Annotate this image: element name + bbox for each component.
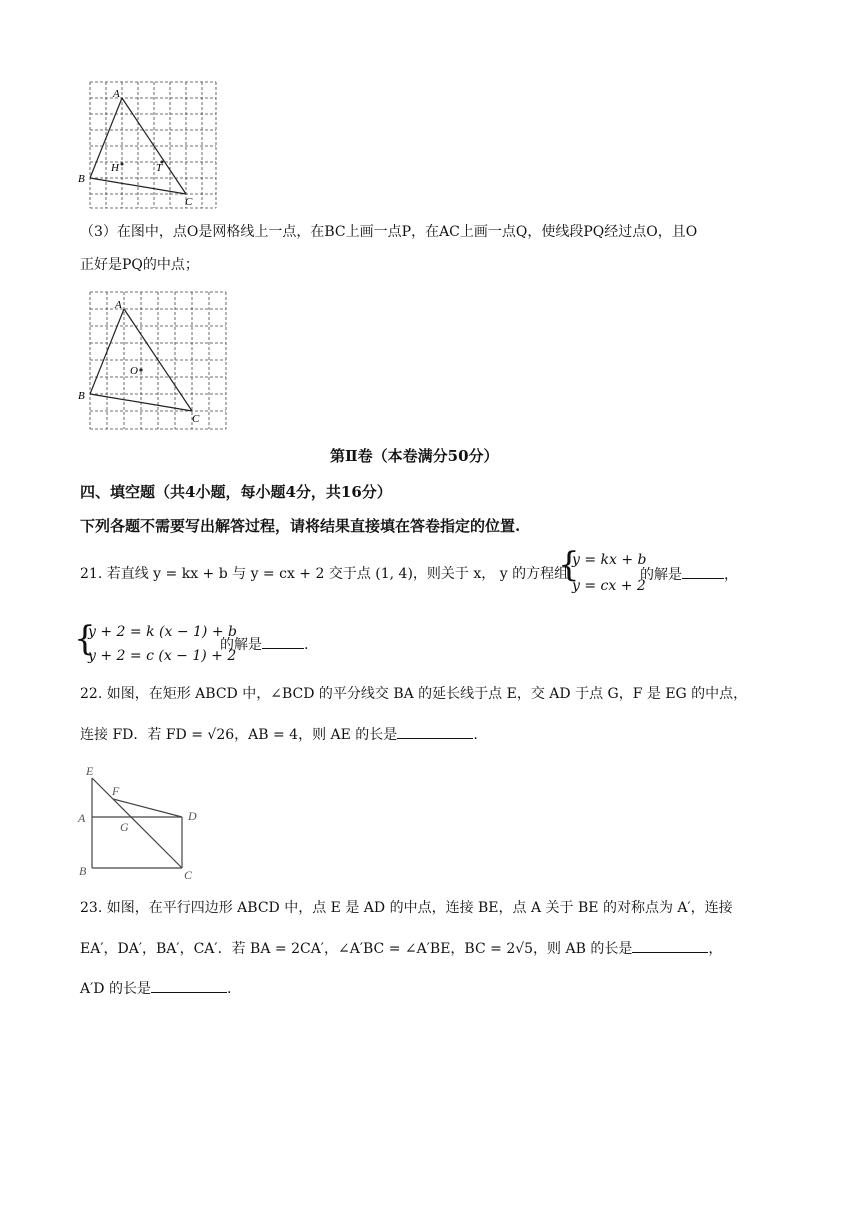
section-title: 第Ⅱ卷（本卷满分50分） [330,447,499,465]
q22-line-1: 22. 如图，在矩形 ABCD 中，∠BCD 的平分线交 BA 的延长线于点 E，交 AD 于点 G，F 是 EG 的中点， [80,686,748,702]
q21-system2-eq2: y + 2 = c (x − 1) + 2 [88,648,237,664]
label-t: T [156,162,163,174]
brace-2: { [74,619,96,659]
label-e: E [86,764,94,778]
label-b: B [78,173,85,185]
q23-line-2: EA′，DA′，BA′，CA′．若 BA = 2CA′，∠A′BC = ∠A′BE，BC = 2√5，则 AB 的长是 ， [80,938,722,959]
q21-answer2-blank[interactable] [262,634,304,649]
label-c: C [185,196,193,208]
brace-1: { [558,545,580,585]
side-bc [90,178,186,194]
label-a-2: A [115,299,122,311]
q22-line-2: 连接 FD．若 FD = √26，AB = 4，则 AE 的长是 . [80,724,478,745]
part-title: 四、填空题（共4小题，每小题4分，共16分） [80,483,392,501]
q3-line-2: 正好是PQ的中点； [80,257,199,273]
label-f: F [112,784,120,798]
segment-ec [92,778,182,868]
segment-fd [113,799,182,817]
instruction: 下列各题不需要写出解答过程，请将结果直接填在答卷指定的位置. [80,517,521,535]
q23-line-3: A′D 的长是 . [80,978,231,999]
q23-line-1: 23. 如图，在平行四边形 ABCD 中，点 E 是 AD 的中点，连接 BE，点 A 关于 BE 的对称点为 A′，连接 [80,900,733,916]
label-c-3: C [184,868,193,882]
label-b-2: B [78,390,85,402]
side-ab-2 [90,309,124,394]
q21-answer2-text: 的解是 . [220,634,308,655]
q21-prefix: 21. 若直线 y = kx + b 与 y = cx + 2 交于点 (1, 4)，则关于 x， y 的方程组 [80,566,569,582]
label-b-3: B [79,864,87,878]
rectangle-figure [76,762,206,884]
label-g: G [120,820,129,834]
q21-system2-eq1: y + 2 = k (x − 1) + b [88,624,237,640]
q21-answer1-blank[interactable] [682,564,724,579]
q21-system1-eq1: y = kx + b [572,552,647,568]
label-h: H [111,162,119,174]
point-o [139,368,142,371]
q21-system1-eq2: y = cx + 2 [572,578,646,594]
q21-answer1-text: 的解是 ， [640,564,738,585]
label-a: A [113,88,120,100]
label-a-3: A [78,811,86,825]
q3-line-1: （3）在图中，点O是网格线上一点，在BC上画一点P，在AC上画一点Q，使线段PQ经过点O，且O [80,224,698,240]
label-o: O [130,365,138,377]
grid-figure-2 [76,288,236,434]
q23-answer1-blank[interactable] [632,938,708,953]
label-d: D [188,809,197,823]
grid-figure-1 [76,78,226,212]
label-c-2: C [192,413,200,425]
q23-answer2-blank[interactable] [151,978,227,993]
q22-answer-blank[interactable] [397,724,473,739]
